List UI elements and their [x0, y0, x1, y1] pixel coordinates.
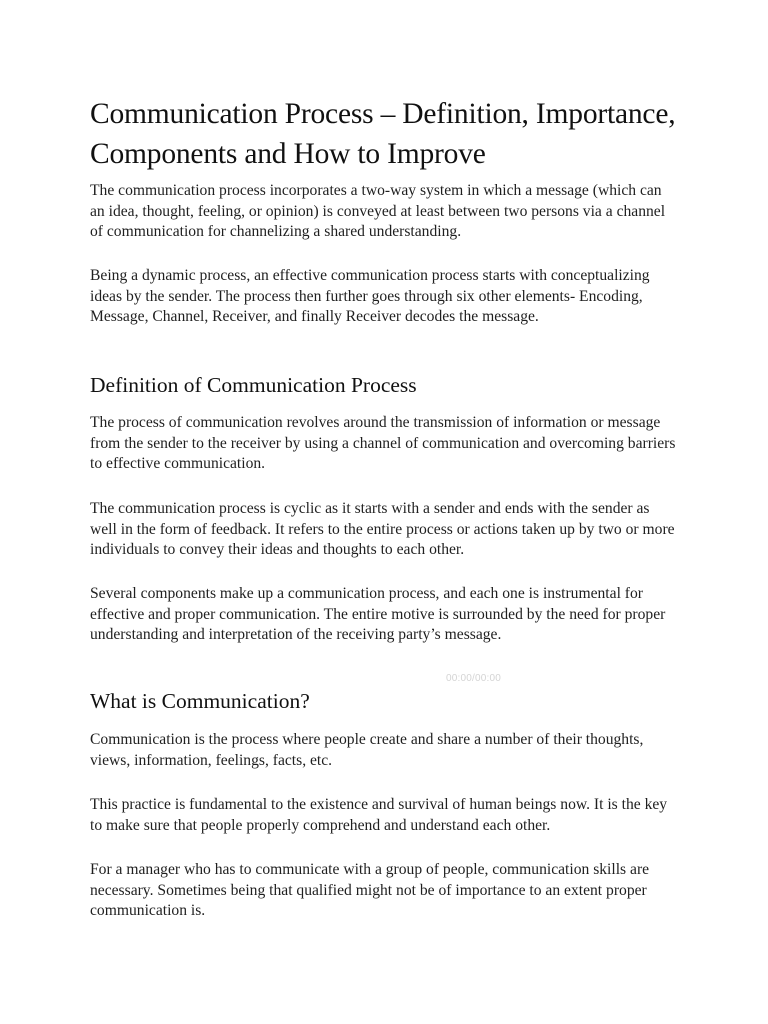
definition-paragraph-1: The process of communication revolves around the transmission of information or message from the sender to the receiver by using a channel of communication and overcoming barriers to effective communication. — [90, 414, 676, 472]
page-title: Communication Process – Definition, Importance, Components and How to Improve — [90, 98, 676, 170]
definition-paragraph-3: Several components make up a communication process, and each one is instrumental for effective and proper communication. The entire motive is surrounded by the need for proper understanding and interpretation of the receiving party’s message. — [90, 585, 666, 643]
intro-paragraph-2: Being a dynamic process, an effective communication process starts with conceptualizing ideas by the sender. The process then further goes through six other elements- Encoding, Message, Channel, Receiver, and finally Receiver decodes the message. — [90, 267, 650, 325]
section-heading-what-is: What is Communication? — [90, 689, 310, 713]
what-is-paragraph-2: This practice is fundamental to the existence and survival of human beings now. It is the key to make sure that people properly comprehend and understand each other. — [90, 796, 668, 834]
what-is-paragraph-1: Communication is the process where people create and share a number of their thoughts, views, information, feelings, facts, etc. — [90, 731, 644, 769]
media-time-display: 00:00/00:00 — [446, 673, 502, 684]
definition-paragraph-2: The communication process is cyclic as it starts with a sender and ends with the sender as well in the form of feedback. It refers to the entire process or actions taken up by two or more individuals to convey their ideas and thoughts to each other. — [90, 500, 675, 558]
intro-paragraph-1: The communication process incorporates a two-way system in which a message (which can an idea, thought, feeling, or opinion) is conveyed at least between two persons via a channel of communication for channelizing a shared understanding. — [90, 182, 666, 240]
what-is-paragraph-3: For a manager who has to communicate with a group of people, communication skills are necessary. Sometimes being that qualified might not be of importance to an extent proper communication is. — [90, 861, 650, 919]
section-heading-definition: Definition of Communication Process — [90, 373, 417, 397]
